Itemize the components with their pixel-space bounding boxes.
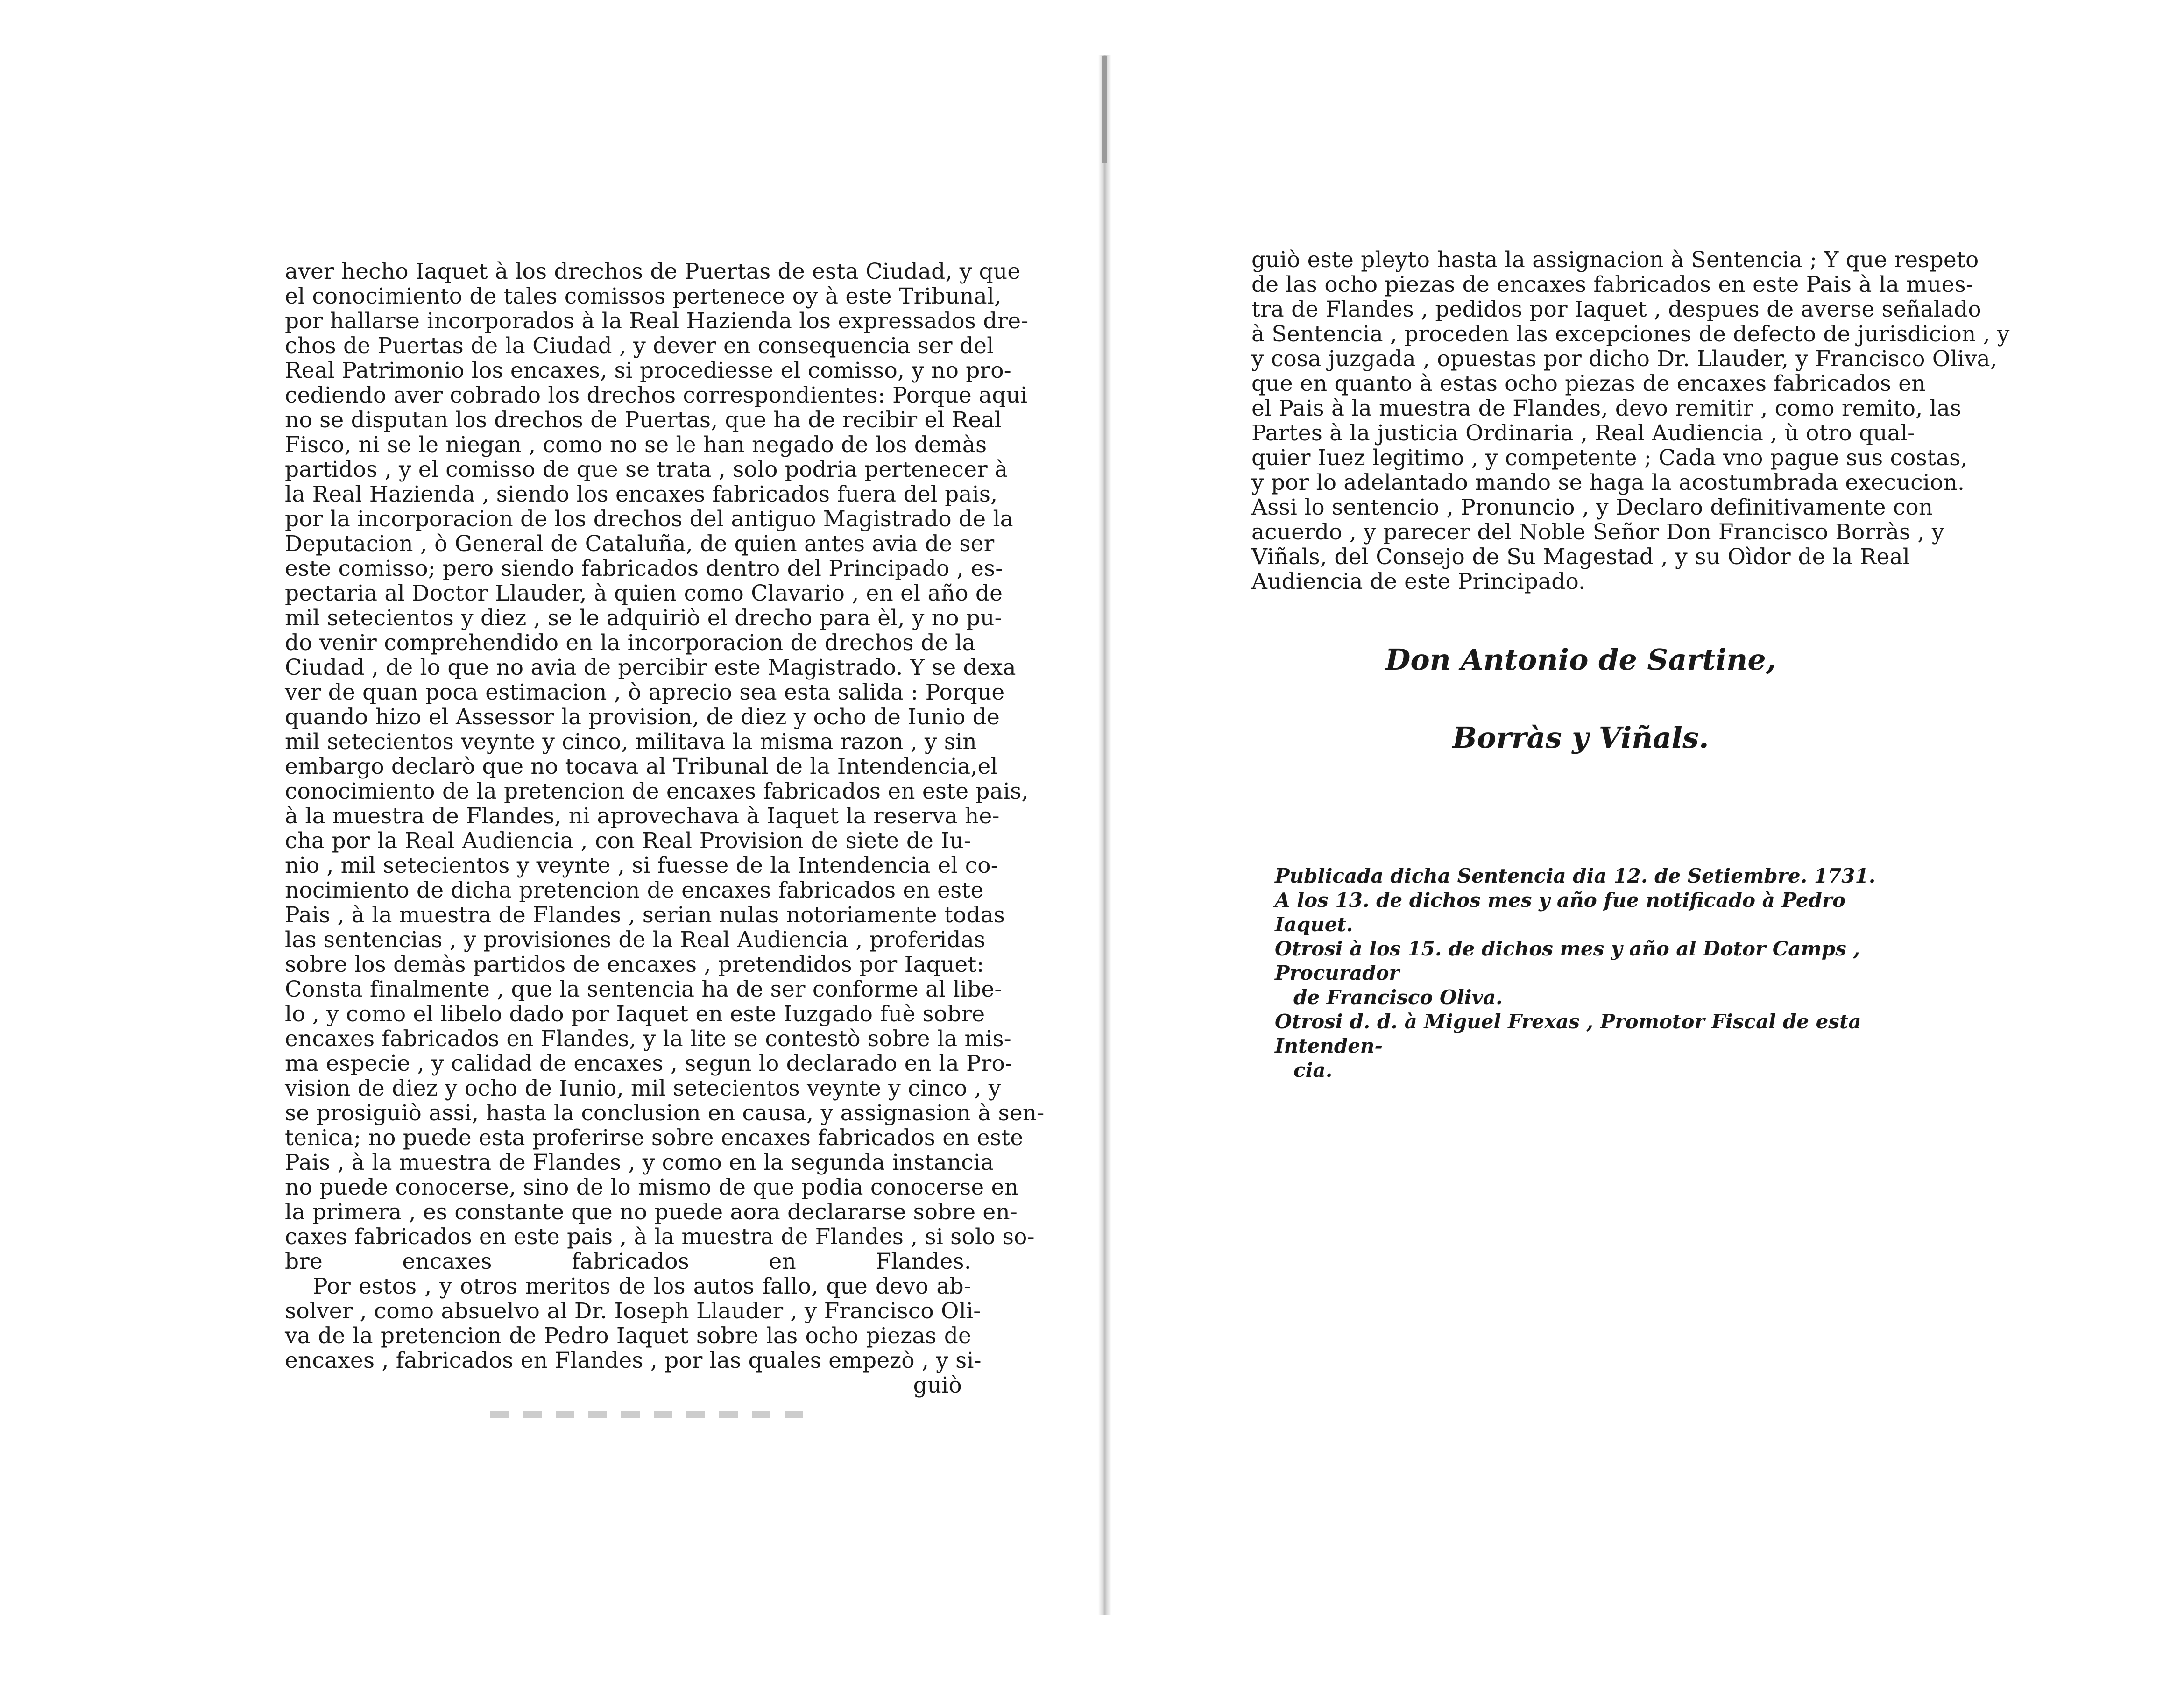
text-line: bre encaxes fabricados en Flandes.: [285, 1249, 971, 1274]
text-line: guiò este pleyto hasta la assignacion à Sentencia ; Y que respeto: [1251, 247, 1979, 273]
text-line: la primera , es constante que no puede aora declararse sobre en-: [285, 1199, 1018, 1225]
text-line: à la muestra de Flandes, ni aprovechava à Iaquet la reserva he-: [285, 803, 1000, 829]
text-line: tenica; no puede esta proferirse sobre encaxes fabricados en este: [285, 1125, 1024, 1151]
text-line: Partes à la justicia Ordinaria , Real Audiencia , ù otro qual-: [1251, 420, 1915, 446]
publication-note: [1275, 888, 1919, 937]
text-line: Pais , à la muestra de Flandes , serian nulas notoriamente todas: [285, 902, 1005, 928]
publication-note: [1275, 864, 1919, 888]
text-line: las sentencias , y provisiones de la Real Audiencia , proferidas: [285, 927, 986, 953]
text-line: Real Patrimonio los encaxes, si procediesse el comisso, y no pro-: [285, 358, 1011, 383]
text-line: do venir comprehendido en la incorporacion de drechos de la: [285, 630, 975, 656]
text-line: caxes fabricados en este pais , à la muestra de Flandes , si solo so-: [285, 1224, 1035, 1250]
text-line: conocimiento de la pretencion de encaxes fabricados en este pais,: [285, 778, 1029, 804]
book-gutter: [1098, 55, 1111, 1615]
text-line: el Pais à la muestra de Flandes, devo remitir , como remito, las: [1251, 396, 1962, 421]
text-line: pectaria al Doctor Llauder, à quien como Clavario , en el año de: [285, 580, 1003, 606]
text-line: Assi lo sentencio , Pronuncio , y Declaro definitivamente con: [1251, 495, 1933, 520]
publication-note: [1275, 937, 1919, 1010]
text-line: aver hecho Iaquet à los drechos de Puertas de esta Ciudad, y que: [285, 259, 1021, 284]
text-line: Deputacion , ò General de Cataluña, de quien antes avia de ser: [285, 531, 995, 557]
text-line: no puede conocerse, sino de lo mismo de que podia conocerse en: [285, 1174, 1018, 1200]
text-line: Ciudad , de lo que no avia de percibir este Magistrado. Y se dexa: [285, 655, 1016, 680]
text-line: lo , y como el libelo dado por Iaquet en este Iuzgado fuè sobre: [285, 1001, 985, 1027]
text-line: la Real Hazienda , siendo los encaxes fabricados fuera del pais,: [285, 481, 998, 507]
text-line: Fisco, ni se le niegan , como no se le han negado de los demàs: [285, 432, 987, 458]
text-line: ma especie , y calidad de encaxes , segun lo declarado en la Pro-: [285, 1051, 1013, 1076]
text-line: encaxes fabricados en Flandes, y la lite se contestò sobre la mis-: [285, 1026, 1011, 1052]
signature-borras: Borràs y Viñals.: [1452, 721, 1709, 755]
text-line: va de la pretencion de Pedro Iaquet sobre las ocho piezas de: [285, 1323, 971, 1349]
text-line: no se disputan los drechos de Puertas, que ha de recibir el Real: [285, 407, 1002, 433]
text-line: quier Iuez legitimo , y competente ; Cada vno pague sus costas,: [1251, 445, 1968, 471]
text-line: se prosiguiò assi, hasta la conclusion en causa, y assignasion à sen-: [285, 1100, 1045, 1126]
text-line: nocimiento de dicha pretencion de encaxes fabricados en este: [285, 877, 984, 903]
text-line: y cosa juzgada , opuestas por dicho Dr. Llauder, y Francisco Oliva,: [1251, 346, 1998, 372]
text-line: Por estos , y otros meritos de los autos fallo, que devo ab-: [313, 1274, 971, 1299]
text-line: que en quanto à estas ocho piezas de encaxes fabricados en: [1251, 371, 1926, 396]
text-line: chos de Puertas de la Ciudad , y dever en consequencia ser del: [285, 333, 994, 359]
text-line: y por lo adelantado mando se haga la acostumbrada execucion.: [1251, 470, 1965, 495]
text-line: el conocimiento de tales comissos pertenece oy à este Tribunal,: [285, 283, 1002, 309]
text-line: de las ocho piezas de encaxes fabricados en este Pais à la mues-: [1251, 272, 1973, 297]
text-line: cha por la Real Audiencia , con Real Provision de siete de Iu-: [285, 828, 971, 854]
note-continuation: de Francisco Oliva.: [1293, 986, 1503, 1009]
text-line: embargo declarò que no tocava al Tribunal de la Intendencia,el: [285, 754, 998, 779]
text-line: este comisso; pero siendo fabricados dentro del Principado , es-: [285, 556, 1003, 581]
gutter-shadow: [1102, 56, 1107, 163]
text-line: mil setecientos y diez , se le adquiriò el drecho para èl, y no pu-: [285, 605, 1002, 631]
ink-smudge: [490, 1411, 808, 1418]
note-text: A los 13. de dichos mes y año fue notificado à Pedro Iaquet.: [1275, 889, 1846, 936]
text-line: encaxes , fabricados en Flandes , por las quales empezò , y si-: [285, 1348, 982, 1373]
text-line: cediendo aver cobrado los drechos correspondientes: Porque aqui: [285, 382, 1028, 408]
text-line: vision de diez y ocho de Iunio, mil setecientos veynte y cinco , y: [285, 1075, 1001, 1101]
left-page-text: [285, 259, 1045, 1398]
publication-note: [1275, 1010, 1919, 1082]
text-line: por hallarse incorporados à la Real Hazienda los expressados dre-: [285, 308, 1029, 334]
note-text: Otrosi d. d. à Miguel Frexas , Promotor Fiscal de esta Intenden-: [1275, 1010, 1861, 1057]
text-line: ver de quan poca estimacion , ò aprecio sea esta salida : Porque: [285, 679, 1005, 705]
note-text: Publicada dicha Sentencia dia 12. de Setiembre. 1731.: [1275, 864, 1876, 887]
right-page-text: [1251, 247, 2010, 594]
publication-notes: [1275, 864, 1919, 1082]
note-text: Otrosi à los 15. de dichos mes y año al Dotor Camps , Procurador: [1275, 937, 1860, 984]
text-line: partidos , y el comisso de que se trata , solo podria pertenecer à: [285, 457, 1008, 482]
text-line: sobre los demàs partidos de encaxes , pretendidos por Iaquet:: [285, 952, 984, 977]
text-line: à Sentencia , proceden las excepciones de defecto de jurisdicion , y: [1251, 321, 2010, 347]
text-line: Audiencia de este Principado.: [1251, 569, 1586, 594]
text-line: tra de Flandes , pedidos por Iaquet , despues de averse señalado: [1251, 297, 1981, 322]
text-line: Pais , à la muestra de Flandes , y como en la segunda instancia: [285, 1150, 994, 1175]
note-continuation: cia.: [1293, 1059, 1333, 1082]
catchword: guiò: [913, 1373, 962, 1398]
text-line: Viñals, del Consejo de Su Magestad , y su Oìdor de la Real: [1251, 544, 1910, 570]
text-line: por la incorporacion de los drechos del antiguo Magistrado de la: [285, 506, 1013, 532]
text-line: solver , como absuelvo al Dr. Ioseph Llauder , y Francisco Oli-: [285, 1298, 981, 1324]
text-line: quando hizo el Assessor la provision, de diez y ocho de Iunio de: [285, 704, 1000, 730]
text-line: mil setecientos veynte y cinco, militava la misma razon , y sin: [285, 729, 977, 755]
text-line: nio , mil setecientos y veynte , si fuesse de la Intendencia el co-: [285, 853, 998, 878]
signature-sartine: Don Antonio de Sartine,: [1385, 643, 1776, 677]
text-line: Consta finalmente , que la sentencia ha de ser conforme al libe-: [285, 976, 1002, 1002]
text-line: acuerdo , y parecer del Noble Señor Don Francisco Borràs , y: [1251, 519, 1944, 545]
